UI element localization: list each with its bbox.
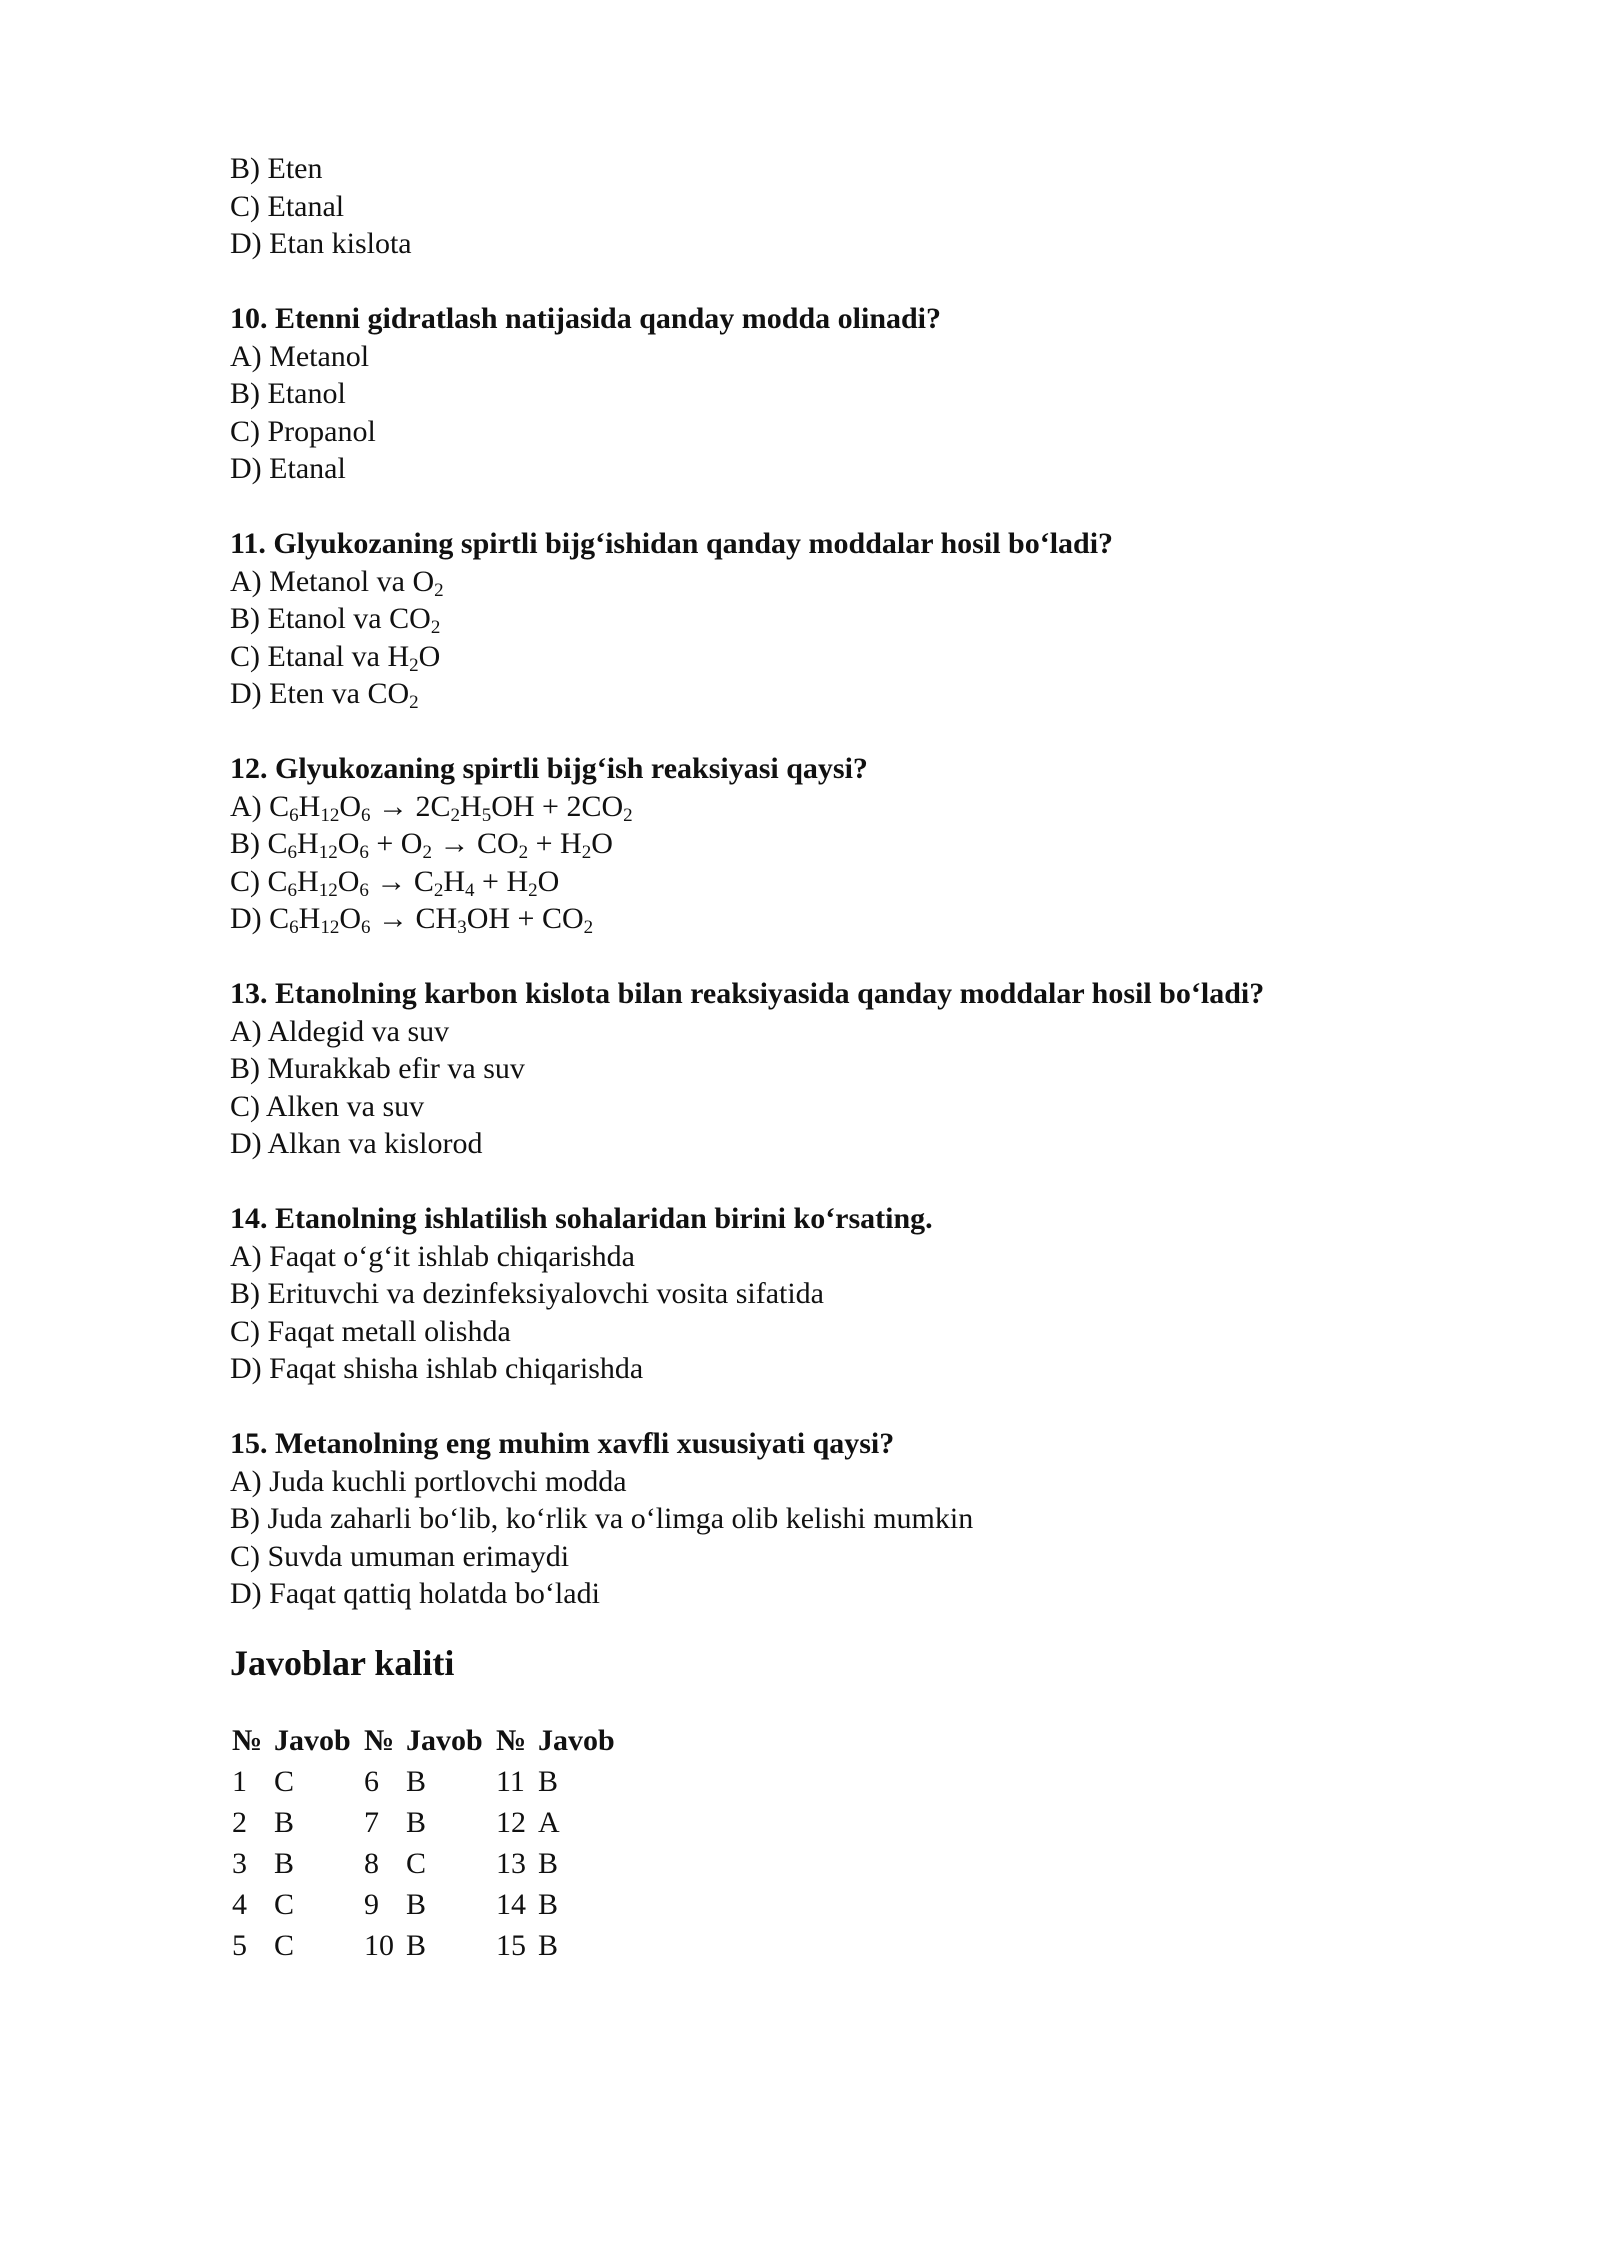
question-12 — [230, 750, 1430, 938]
option-letter: B) — [230, 1277, 260, 1310]
question-number: 8 — [364, 1847, 379, 1881]
option-letter: A) — [230, 1239, 262, 1273]
quiz-content — [230, 150, 1430, 1967]
answer-letter: B — [538, 1929, 559, 1963]
spacer — [230, 263, 1430, 301]
question-title: 10. Etenni gidratlash natijasida qanday modda olinadi? — [230, 302, 942, 335]
option-letter: C) — [230, 864, 260, 898]
option-line — [230, 788, 1430, 826]
arrow-icon: → — [378, 902, 409, 935]
formula-part: O — [339, 789, 362, 823]
formula-part: OH + 2CO — [491, 789, 624, 823]
option-text: Alkan va kislorod — [267, 1127, 483, 1160]
answer-letter: B — [274, 1806, 295, 1840]
table-row — [232, 1926, 628, 1967]
spacer — [230, 488, 1430, 526]
option-text: Suvda umuman erimaydi — [267, 1539, 570, 1573]
question-title: 11. Glyukozaning spirtli bijg‘ishidan qanday moddalar hosil bo‘ladi? — [230, 527, 1114, 560]
option-line — [230, 600, 1430, 638]
answer-letter: B — [406, 1888, 427, 1922]
option-text: Faqat o‘g‘it ishlab chiqarishda — [269, 1239, 635, 1273]
answer-letter: B — [406, 1929, 427, 1963]
option-line — [230, 1088, 1430, 1126]
option-line — [230, 225, 1430, 263]
spacer — [230, 1388, 1430, 1426]
option-line — [230, 1575, 1430, 1613]
subscript: 5 — [481, 804, 492, 826]
option-letter: B) — [230, 602, 260, 635]
answer-letter: C — [274, 1929, 295, 1963]
question-number: 4 — [232, 1888, 247, 1922]
subscript: 6 — [361, 917, 371, 938]
question-10 — [230, 300, 1430, 488]
answer-letter: B — [274, 1847, 295, 1881]
formula-part: C — [269, 789, 290, 823]
option-letter: B) — [230, 377, 260, 410]
subscript: 12 — [320, 917, 340, 938]
answer-letter: C — [274, 1765, 295, 1799]
formula-part: C — [269, 902, 290, 935]
column-header: Javob — [538, 1724, 615, 1758]
formula-part: O — [591, 827, 613, 860]
option-text: Juda zaharli bo‘lib, ko‘rlik va o‘limga olib kelishi mumkin — [267, 1502, 974, 1535]
option-letter: A) — [230, 1464, 262, 1498]
formula-part: O — [337, 827, 360, 860]
question-11 — [230, 525, 1430, 713]
option-text: Faqat qattiq holatda bo‘ladi — [269, 1577, 600, 1610]
option-letter: D) — [230, 677, 262, 710]
option-line — [230, 1500, 1430, 1538]
formula-part: H — [297, 864, 319, 898]
option-letter: A) — [230, 564, 262, 598]
option-line — [230, 900, 1430, 938]
question-number: 10 — [364, 1929, 394, 1963]
option-line — [230, 1013, 1430, 1051]
option-letter: B) — [230, 1052, 260, 1085]
column-header: № — [364, 1724, 395, 1758]
answer-letter: C — [274, 1888, 295, 1922]
column-header: Javob — [406, 1724, 483, 1758]
option-letter: C) — [230, 1314, 260, 1348]
answer-key-title: Javoblar kaliti — [230, 1642, 455, 1683]
subscript: 2 — [433, 879, 444, 901]
answer-letter: A — [538, 1806, 560, 1840]
question-title: 14. Etanolning ishlatilish sohalaridan birini ko‘rsating. — [230, 1202, 933, 1235]
option-line — [230, 338, 1430, 376]
option-line — [230, 1313, 1430, 1351]
subscript: 12 — [318, 842, 338, 863]
option-line — [230, 413, 1430, 451]
subscript: 6 — [361, 804, 371, 826]
option-text: Etanal — [269, 452, 346, 485]
formula-part: + H — [528, 827, 582, 860]
question-number: 11 — [496, 1765, 525, 1799]
option-letter: B) — [230, 152, 260, 185]
question-14 — [230, 1200, 1430, 1388]
option-letter: D) — [230, 1127, 262, 1160]
option-text: Etanol — [267, 377, 346, 410]
formula-part: C — [413, 864, 434, 898]
arrow-icon: → — [378, 789, 409, 823]
option-line — [230, 1125, 1430, 1163]
answer-key-table — [232, 1721, 628, 1967]
table-row — [232, 1762, 628, 1803]
option-line — [230, 188, 1430, 226]
table-row — [232, 1885, 628, 1926]
question-number: 2 — [232, 1806, 247, 1840]
formula-part: OH + CO — [466, 902, 584, 935]
subscript: 2 — [409, 692, 419, 713]
question-number: 7 — [364, 1806, 379, 1840]
option-line — [230, 1350, 1430, 1388]
answer-letter: C — [406, 1847, 427, 1881]
option-text: Faqat metall olishda — [267, 1314, 511, 1348]
option-line — [230, 563, 1430, 601]
option-line — [230, 863, 1430, 901]
option-letter: A) — [230, 789, 262, 823]
option-letter: B) — [230, 827, 260, 860]
option-letter: C) — [230, 414, 260, 448]
glucose-formula — [269, 789, 371, 826]
answer-letter: B — [538, 1888, 559, 1922]
question-9-continued-options — [230, 150, 1430, 263]
option-text: Murakkab efir va suv — [267, 1052, 525, 1085]
subscript: 6 — [287, 879, 298, 901]
option-text: Erituvchi va dezinfeksiyalovchi vosita sifatida — [267, 1277, 824, 1310]
answer-key-header-row — [232, 1721, 628, 1762]
subscript: 4 — [465, 879, 475, 901]
question-13 — [230, 975, 1430, 1163]
question-number: 14 — [496, 1888, 526, 1922]
option-text: Eten — [267, 152, 323, 185]
option-letter: A) — [230, 339, 262, 373]
option-line — [230, 825, 1430, 863]
formula-part: C — [267, 827, 288, 860]
subscript: 2 — [422, 842, 432, 863]
option-text: Etanol va CO — [267, 602, 431, 635]
question-number: 9 — [364, 1888, 379, 1922]
subscript: 2 — [528, 879, 538, 901]
subscript: 2 — [430, 617, 441, 638]
question-number: 3 — [232, 1847, 247, 1881]
option-line — [230, 638, 1430, 676]
formula-part: H — [460, 789, 482, 823]
answer-letter: B — [538, 1765, 559, 1799]
option-line — [230, 1463, 1430, 1501]
option-letter: B) — [230, 1502, 260, 1535]
subscript: 2 — [450, 804, 461, 826]
spacer — [230, 938, 1430, 976]
option-text: Eten va CO — [269, 677, 410, 710]
formula-part: C — [267, 864, 288, 898]
option-letter: C) — [230, 189, 260, 223]
subscript: 6 — [359, 842, 369, 863]
option-line — [230, 1050, 1430, 1088]
option-line — [230, 1275, 1430, 1313]
formula-part: + H — [474, 864, 529, 898]
question-title: 15. Metanolning eng muhim xavfli xususiyati qaysi? — [230, 1427, 895, 1460]
formula-part: H — [297, 827, 319, 860]
question-number: 6 — [364, 1765, 379, 1799]
option-line — [230, 150, 1430, 188]
formula-part: H — [443, 864, 466, 898]
subscript: 2 — [409, 654, 419, 676]
subscript: 12 — [320, 804, 340, 826]
question-number: 1 — [232, 1765, 247, 1799]
spacer — [230, 1163, 1430, 1201]
table-row — [232, 1844, 628, 1885]
glucose-formula — [269, 902, 371, 938]
option-text: Juda kuchli portlovchi modda — [269, 1464, 627, 1498]
option-text: Metanol — [269, 339, 370, 373]
option-letter: D) — [230, 1577, 262, 1610]
column-header: Javob — [274, 1724, 351, 1758]
option-text: Alken va suv — [265, 1089, 425, 1123]
option-text: Metanol va O — [269, 564, 435, 598]
option-text: Faqat shisha ishlab chiqarishda — [269, 1352, 644, 1385]
subscript: 2 — [434, 579, 444, 601]
formula-part: + O — [368, 827, 423, 860]
option-letter: D) — [230, 452, 262, 485]
option-line — [230, 1238, 1430, 1276]
subscript: 6 — [289, 917, 299, 938]
option-line — [230, 375, 1430, 413]
question-number: 5 — [232, 1929, 247, 1963]
option-letter: D) — [230, 902, 262, 935]
formula-part: CH — [415, 902, 458, 935]
table-row — [232, 1803, 628, 1844]
answer-letter: B — [538, 1847, 559, 1881]
question-title: 12. Glyukozaning spirtli bijg‘ish reaksiyasi qaysi? — [230, 752, 868, 785]
answer-letter: B — [406, 1765, 427, 1799]
option-line — [230, 675, 1430, 713]
formula-part: 2C — [415, 789, 451, 823]
option-letter: A) — [230, 1014, 262, 1048]
formula-part: H — [298, 789, 321, 823]
question-number: 12 — [496, 1806, 526, 1840]
option-letter: D) — [230, 1352, 262, 1385]
question-number: 13 — [496, 1847, 526, 1881]
subscript: 3 — [457, 917, 467, 938]
subscript: 2 — [623, 804, 633, 826]
option-text: Etanal — [267, 189, 345, 223]
formula-part: CO — [476, 827, 519, 860]
formula-part: O — [537, 864, 560, 898]
option-letter: C) — [230, 1539, 260, 1573]
subscript: 2 — [583, 917, 594, 938]
option-letter: C) — [230, 639, 260, 673]
arrow-icon: → — [376, 864, 407, 898]
formula-part: O — [339, 902, 362, 935]
subscript: 6 — [289, 804, 299, 826]
option-letter: D) — [230, 227, 262, 260]
arrow-icon: → — [439, 827, 470, 860]
question-15 — [230, 1425, 1430, 1613]
option-text: Etan kislota — [269, 227, 412, 260]
option-letter: C) — [230, 1089, 260, 1123]
option-text: Propanol — [267, 414, 376, 448]
option-line — [230, 1538, 1430, 1576]
question-number: 15 — [496, 1929, 526, 1963]
question-title: 13. Etanolning karbon kislota bilan reaksiyasida qanday moddalar hosil bo‘ladi? — [230, 977, 1265, 1010]
option-text: O — [418, 639, 441, 673]
answer-letter: B — [406, 1806, 427, 1840]
option-line — [230, 450, 1430, 488]
formula-part: H — [298, 902, 321, 935]
glucose-formula — [267, 827, 369, 863]
subscript: 6 — [287, 842, 298, 863]
subscript: 12 — [318, 879, 338, 901]
spacer — [230, 713, 1430, 751]
column-header: № — [232, 1724, 263, 1758]
formula-part: O — [337, 864, 360, 898]
subscript: 2 — [518, 842, 529, 863]
subscript: 6 — [359, 879, 369, 901]
glucose-formula — [267, 864, 369, 901]
column-header: № — [496, 1724, 527, 1758]
subscript: 2 — [581, 842, 592, 863]
option-text: Etanal va H — [267, 639, 410, 673]
option-text: Aldegid va suv — [267, 1014, 450, 1048]
